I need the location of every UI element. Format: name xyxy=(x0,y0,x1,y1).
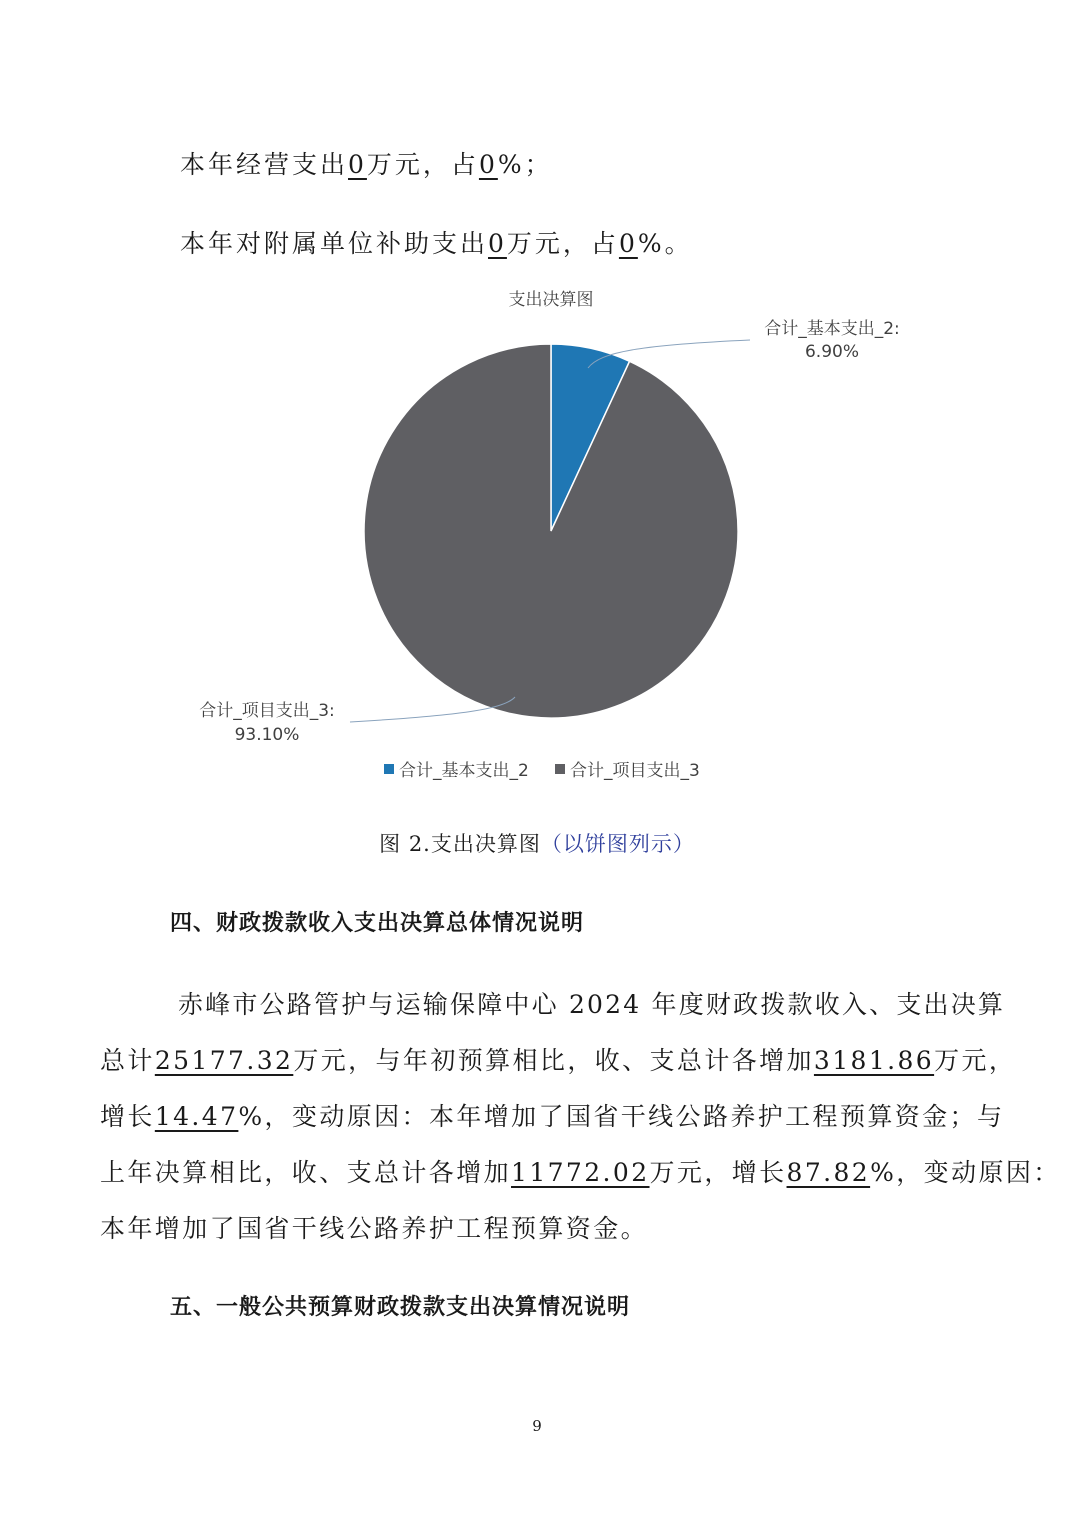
legend-label-project: 合计_项目支出_3 xyxy=(570,761,700,781)
legend-swatch-basic xyxy=(384,764,394,774)
data-label-basic-name: 合计_基本支出_2: xyxy=(764,319,900,339)
section4-line-1: 赤峰市公路管护与运输保障中心 2024 年度财政拨款收入、支出决算 xyxy=(178,990,1006,1019)
text: %； xyxy=(497,150,553,179)
data-label-project-name: 合计_项目支出_3: xyxy=(199,701,335,721)
section4-line-4 xyxy=(100,1153,1061,1189)
value: 0 xyxy=(348,150,367,179)
section4-heading: 四、财政拨款收入支出决算总体情况说明 xyxy=(170,911,585,936)
text: 万元， xyxy=(934,1046,1017,1075)
value: 0 xyxy=(478,150,498,179)
text: 上年决算相比，收、支总计各增加 xyxy=(100,1158,512,1187)
text: %，变动原因： xyxy=(870,1158,1061,1187)
text: 增长 xyxy=(100,1102,155,1131)
data-label-project-value: 93.10% xyxy=(234,725,300,745)
text: 本年经营支出 xyxy=(180,150,349,179)
text: 本年对附属单位补助支出 xyxy=(180,229,489,258)
value: 0 xyxy=(618,229,638,258)
section4-line-3 xyxy=(100,1097,1004,1133)
text: %，变动原因：本年增加了国省干线公路养护工程预算资金；与 xyxy=(238,1102,1005,1131)
caption-text: 图 2.支出决算图 xyxy=(379,832,541,856)
figure-caption xyxy=(0,828,1074,858)
value: 14.47 xyxy=(154,1102,239,1131)
text: %。 xyxy=(637,229,693,258)
section4-line-2 xyxy=(100,1041,1016,1077)
text: 万元，占 xyxy=(506,229,619,258)
section5-heading: 五、一般公共预算财政拨款支出决算情况说明 xyxy=(170,1295,631,1320)
text: 万元，增长 xyxy=(649,1158,787,1187)
text: 总计 xyxy=(100,1046,155,1075)
section4-line-5: 本年增加了国省干线公路养护工程预算资金。 xyxy=(100,1214,649,1243)
pie-slice-project-expense xyxy=(364,344,738,718)
value: 87.82 xyxy=(786,1158,871,1187)
text: 万元，与年初预算相比，收、支总计各增加 xyxy=(293,1046,814,1075)
legend-swatch-project xyxy=(555,764,565,774)
value: 3181.86 xyxy=(813,1046,935,1075)
value: 11772.02 xyxy=(511,1158,650,1187)
caption-parenthetical: （以饼图列示） xyxy=(540,832,695,856)
text: 万元，占 xyxy=(366,150,479,179)
value: 25177.32 xyxy=(154,1046,294,1075)
page-number: 9 xyxy=(532,1417,542,1435)
data-label-basic-value: 6.90% xyxy=(804,342,860,362)
chart-title: 支出决算图 xyxy=(508,290,594,310)
legend-label-basic: 合计_基本支出_2 xyxy=(399,761,529,781)
value: 0 xyxy=(488,229,507,258)
